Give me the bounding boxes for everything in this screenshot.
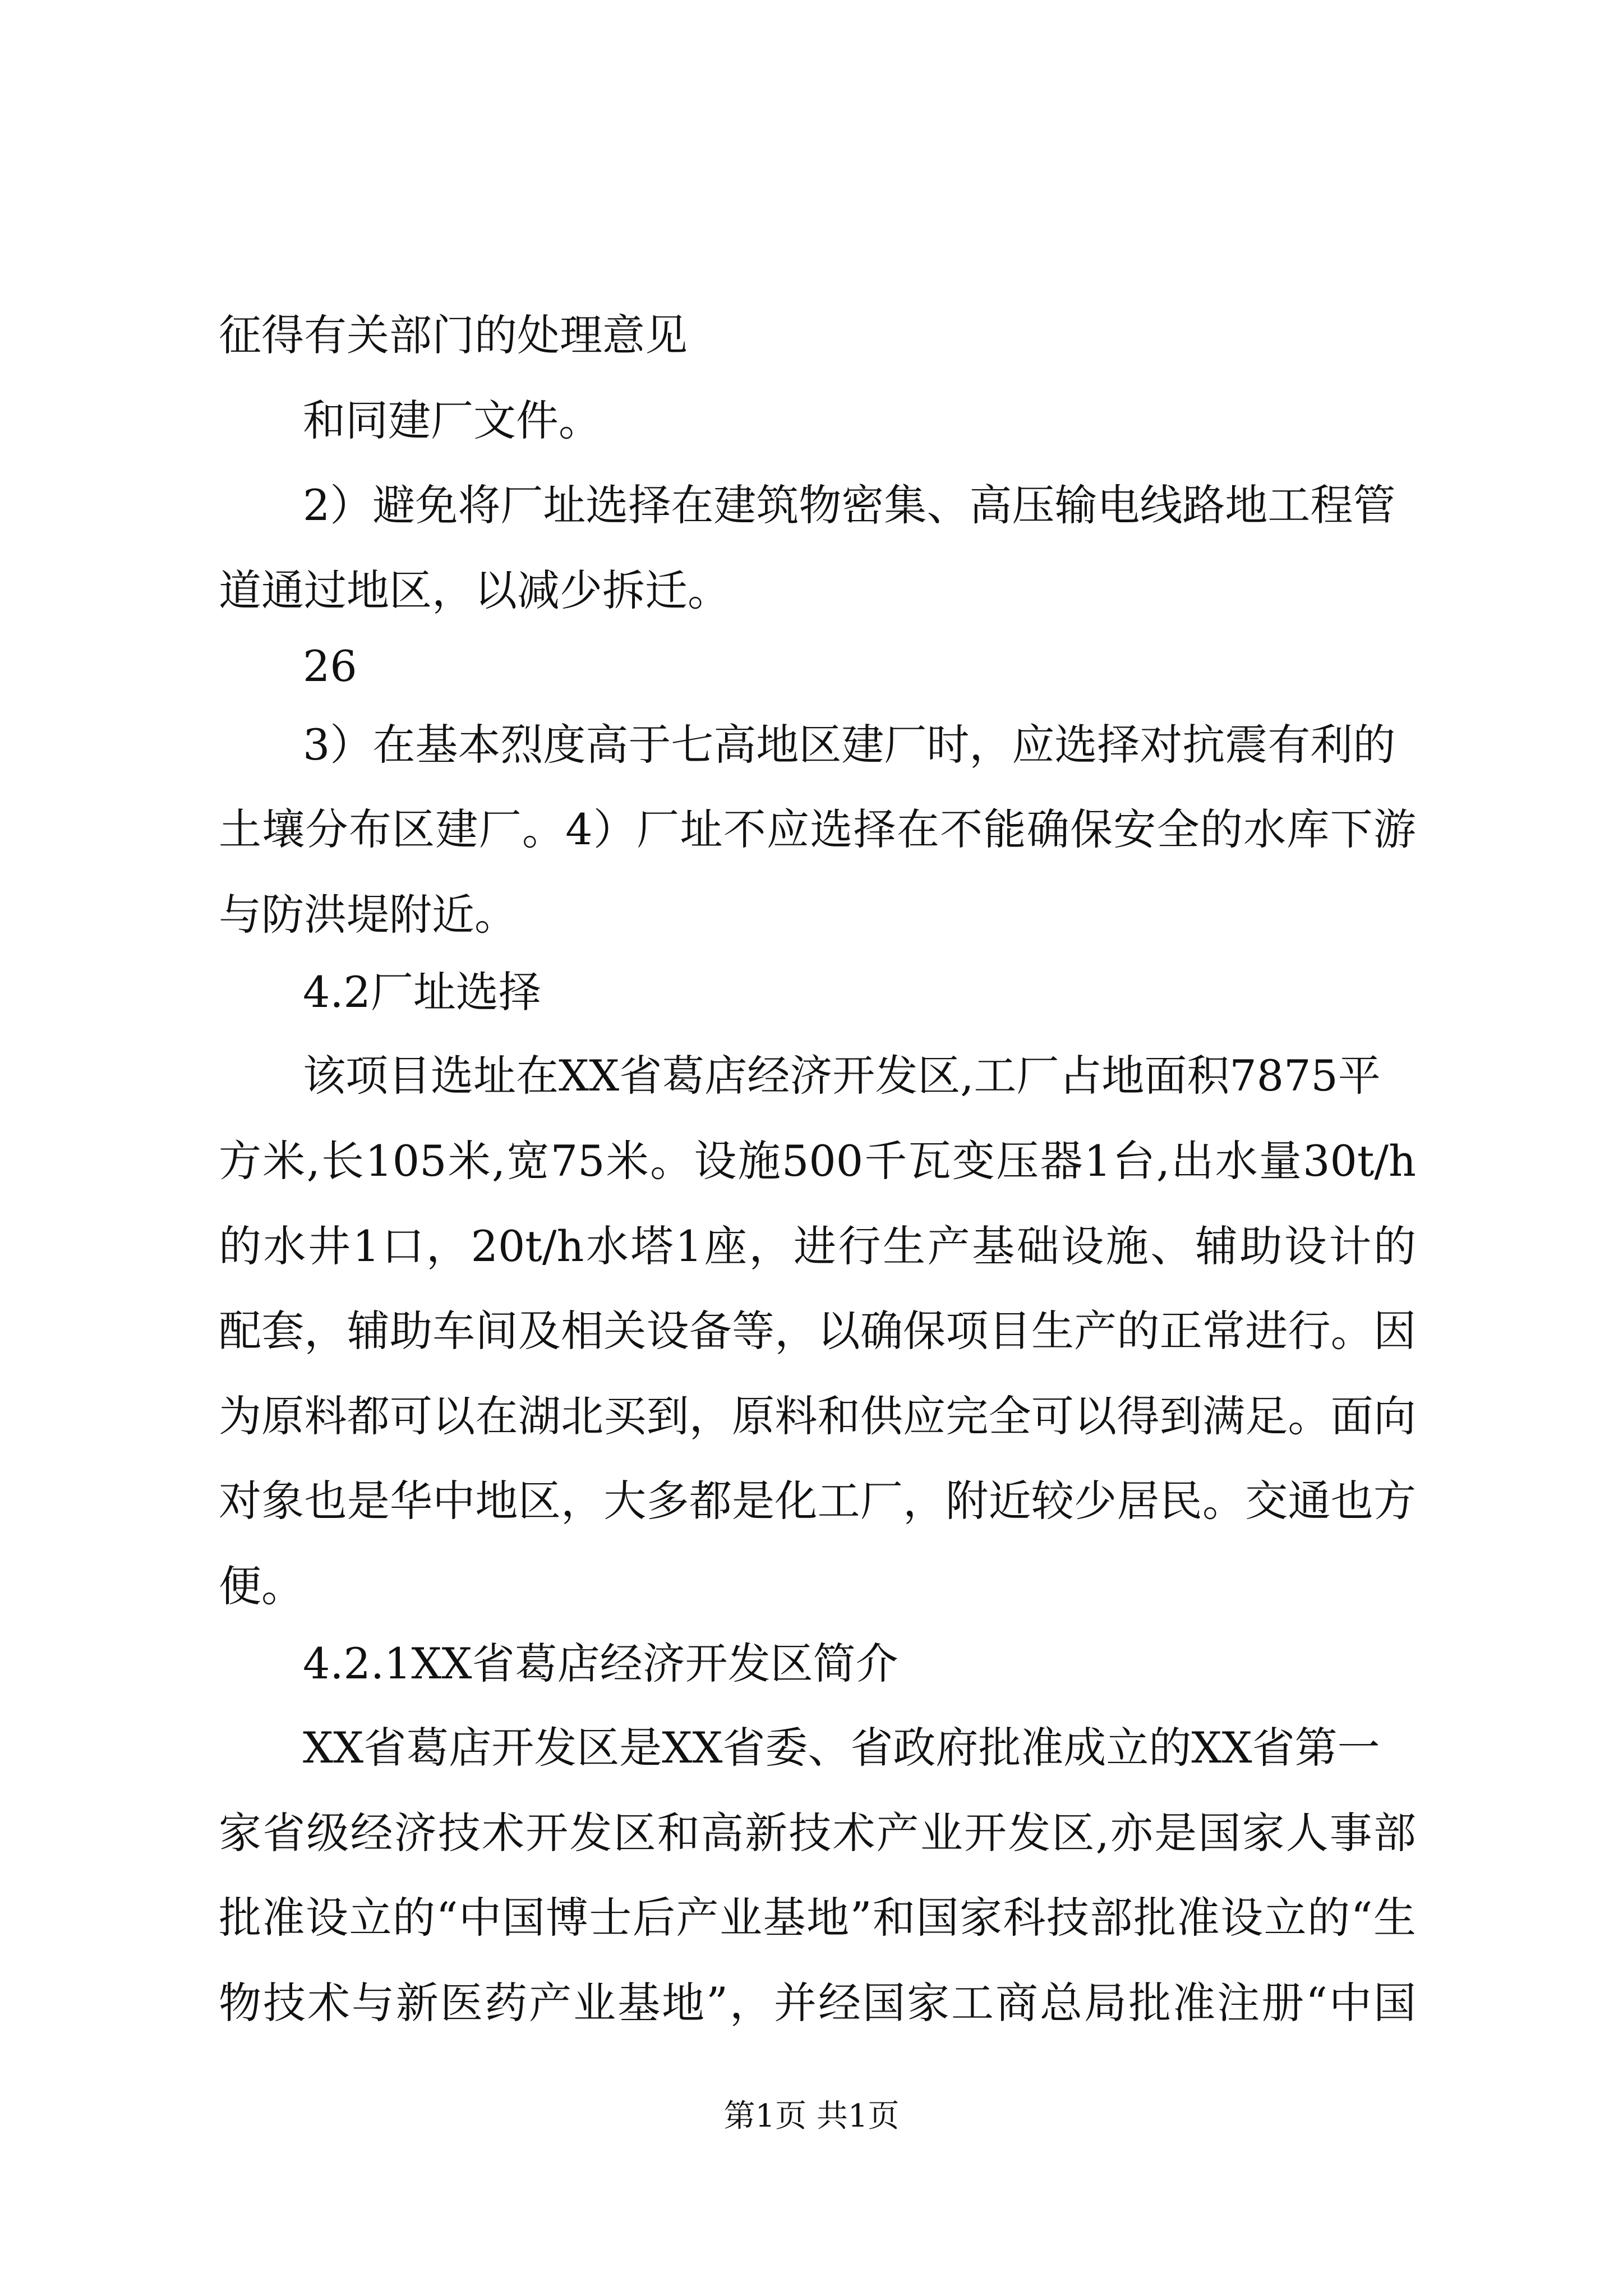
text-line-6: 3）在基本烈度高于七高地区建厂时，应选择对抗震有利的 <box>303 720 1396 770</box>
text-line-1: 征得有关部门的处理意见 <box>219 310 688 360</box>
section-heading-4-2: 4.2厂址选择 <box>303 967 541 1017</box>
text-line-8: 与防洪堤附近。 <box>219 890 517 940</box>
text-line-4: 道通过地区，以减少拆迁。 <box>219 565 730 615</box>
text-line-7: 土壤分布区建厂。4）厂址不应选择在不能确保安全的水库下游 <box>219 804 1416 854</box>
text-line-14: 为原料都可以在湖北买到，原料和供应完全可以得到满足。面向 <box>219 1391 1416 1441</box>
text-line-20: 批准设立的“中国博士后产业基地”和国家科技部批准设立的“生 <box>219 1893 1416 1943</box>
text-line-18: XX省葛店开发区是XX省委、省政府批准成立的XX省第一 <box>303 1723 1380 1773</box>
text-line-19: 家省级经济技术开发区和高新技术产业开发区,亦是国家人事部 <box>219 1808 1416 1858</box>
text-line-16: 便。 <box>219 1561 304 1611</box>
text-line-13: 配套，辅助车间及相关设备等，以确保项目生产的正常进行。因 <box>219 1306 1416 1356</box>
text-line-11: 方米,长105米,宽75米。设施500千瓦变压器1台,出水量30t/h <box>219 1136 1416 1186</box>
text-line-10: 该项目选址在XX省葛店经济开发区,工厂占地面积7875平 <box>303 1051 1381 1101</box>
text-line-2: 和同建厂文件。 <box>303 395 601 445</box>
text-line-15: 对象也是华中地区，大多都是化工厂，附近较少居民。交通也方 <box>219 1476 1416 1526</box>
section-heading-4-2-1: 4.2.1XX省葛店经济开发区简介 <box>303 1639 898 1688</box>
text-line-3: 2）避免将厂址选择在建筑物密集、高压输电线路地工程管 <box>303 480 1396 530</box>
page-footer: 第1页 共1页 <box>723 2098 900 2134</box>
text-line-21: 物技术与新医药产业基地”，并经国家工商总局批准注册“中国 <box>219 1978 1416 2028</box>
text-line-5: 26 <box>303 641 357 691</box>
text-line-12: 的水井1口，20t/h水塔1座，进行生产基础设施、辅助设计的 <box>219 1221 1416 1271</box>
